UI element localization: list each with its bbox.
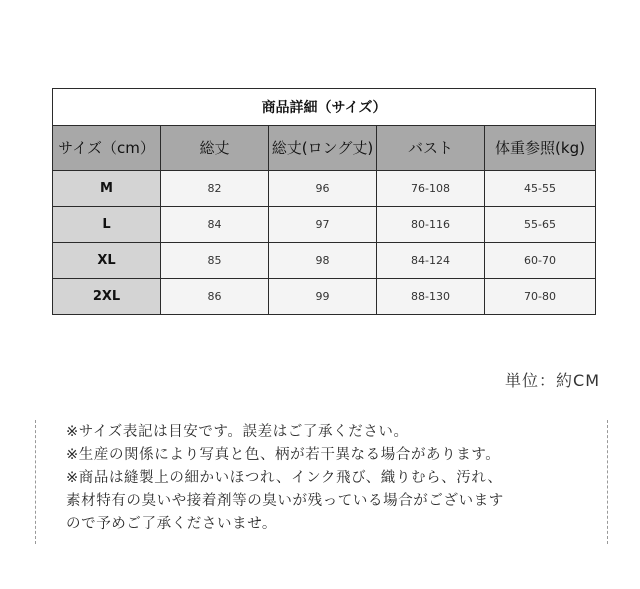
note-line: ※生産の関係により写真と色、柄が若干異なる場合があります。: [66, 447, 501, 463]
cell-weight: 60-70: [485, 243, 596, 279]
cell-length: 82: [161, 171, 269, 207]
note-line: ※サイズ表記は目安です。誤差はご了承ください。: [66, 424, 409, 440]
row-size-label: L: [53, 207, 161, 243]
dashed-divider-right: [607, 420, 608, 544]
cell-length: 84: [161, 207, 269, 243]
cell-bust: 80-116: [377, 207, 485, 243]
header-bust: バスト: [377, 126, 485, 171]
unit-label: 単位：約CM: [505, 371, 600, 390]
cell-weight: 55-65: [485, 207, 596, 243]
table-row: [53, 207, 596, 243]
cell-bust: 88-130: [377, 279, 485, 315]
table-row: [53, 171, 596, 207]
cell-long-length: 97: [269, 207, 377, 243]
table-title-row: [53, 89, 596, 126]
size-table: [52, 88, 596, 315]
cell-bust: 84-124: [377, 243, 485, 279]
row-size-label: M: [53, 171, 161, 207]
cell-length: 86: [161, 279, 269, 315]
note-line: 素材特有の臭いや接着剤等の臭いが残っている場合がございます: [66, 493, 504, 509]
row-size-label: 2XL: [53, 279, 161, 315]
note-line: ※商品は縫製上の細かいほつれ、インク飛び、織りむら、汚れ、: [66, 470, 503, 486]
header-length: 総丈: [161, 126, 269, 171]
table-title: 商品詳細（サイズ）: [53, 89, 596, 126]
header-size: サイズ（cm）: [53, 126, 161, 171]
cell-length: 85: [161, 243, 269, 279]
cell-weight: 70-80: [485, 279, 596, 315]
notes-block: [66, 421, 596, 536]
table-row: [53, 279, 596, 315]
row-size-label: XL: [53, 243, 161, 279]
table-row: [53, 243, 596, 279]
note-line: ので予めご了承くださいませ。: [66, 516, 277, 532]
table-header-row: [53, 126, 596, 171]
dashed-divider-left: [35, 420, 36, 544]
cell-long-length: 96: [269, 171, 377, 207]
cell-bust: 76-108: [377, 171, 485, 207]
cell-weight: 45-55: [485, 171, 596, 207]
header-long-length: 総丈(ロング丈): [269, 126, 377, 171]
cell-long-length: 99: [269, 279, 377, 315]
header-weight: 体重参照(kg): [485, 126, 596, 171]
cell-long-length: 98: [269, 243, 377, 279]
